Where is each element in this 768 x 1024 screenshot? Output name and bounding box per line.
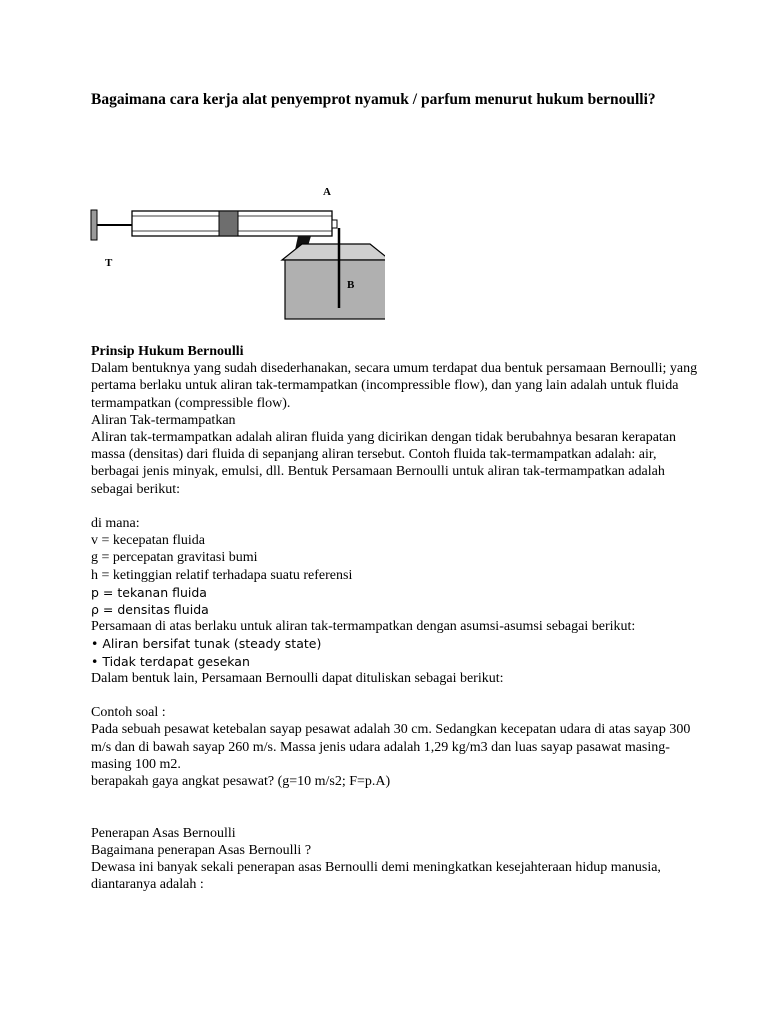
other-form: Dalam bentuk lain, Persamaan Bernoulli dapat dituliskan sebagai berikut: — [91, 670, 504, 686]
var-h: h = ketinggian relatif terhadapa suatu referensi — [91, 567, 353, 583]
penerapan-body: Dewasa ini banyak sekali penerapan asas Bernoulli demi meningkatkan kesejahteraan hidup manusia, diantaranya adalah : — [91, 860, 661, 893]
plunger-handle — [91, 210, 97, 240]
subheading-aliran: Aliran Tak-termampatkan — [91, 412, 236, 428]
heading-penerapan: Penerapan Asas Bernoulli — [91, 825, 236, 841]
example-heading: Contoh soal : — [91, 705, 166, 721]
document-body — [91, 343, 701, 893]
assumption-intro: Persamaan di atas berlaku untuk aliran tak-termampatkan dengan asumsi-asumsi sebagai berikut: — [91, 619, 636, 635]
assumption-friction: • Tidak terdapat gesekan — [91, 653, 250, 669]
var-v: v = kecepatan fluida — [91, 533, 206, 549]
paragraph-aliran: Aliran tak-termampatkan adalah aliran fluida yang dicirikan dengan tidak berubahnya besaran kerapatan massa (densitas) dari fluida di sepanjang aliran tersebut. Contoh fluida tak-termampatkan adalah: air, berbagai jenis minyak, emulsi, dll. Bentuk Persamaan Bernoulli untuk aliran tak-termampatkan adalah sebagai berikut: — [91, 430, 677, 497]
var-rho: ρ = densitas fluida — [91, 602, 209, 618]
example-body: Pada sebuah pesawat ketebalan sayap pesawat adalah 30 cm. Sedangkan kecepatan udara di atas sayap 300 m/s dan di bawah sayap 260 m/s. Massa jenis udara adalah 1,29 kg/m3 dan luas sayap pasawat masing-masing 100 m2. — [91, 722, 691, 772]
dimana-label: di mana: — [91, 516, 140, 532]
label-a: A — [323, 186, 331, 198]
example-question: berapakah gaya angkat pesawat? (g=10 m/s2; F=p.A) — [91, 774, 391, 790]
document-title: Bagaimana cara kerja alat penyemprot nyamuk / parfum menurut hukum bernoulli? — [91, 91, 656, 108]
paragraph-intro: Dalam bentuknya yang sudah disederhanakan, secara umum terdapat dua bentuk persamaan Bernoulli; yang pertama berlaku untuk aliran tak-termampatkan (incompressible flow), dan yang lain adalah untuk fluida termampatkan (compressible flow). — [91, 361, 698, 411]
var-p: p = tekanan fluida — [91, 584, 207, 600]
heading-prinsip: Prinsip Hukum Bernoulli — [91, 344, 244, 359]
var-g: g = percepatan gravitasi bumi — [91, 550, 258, 566]
label-b: B — [347, 279, 355, 291]
penerapan-question: Bagaimana penerapan Asas Bernoulli ? — [91, 842, 312, 858]
sprayer-diagram — [85, 182, 385, 332]
assumption-steady: • Aliran bersifat tunak (steady state) — [91, 636, 322, 652]
liquid-container — [285, 260, 385, 319]
nozzle — [332, 220, 337, 228]
label-t: T — [105, 257, 113, 269]
piston — [219, 211, 238, 236]
